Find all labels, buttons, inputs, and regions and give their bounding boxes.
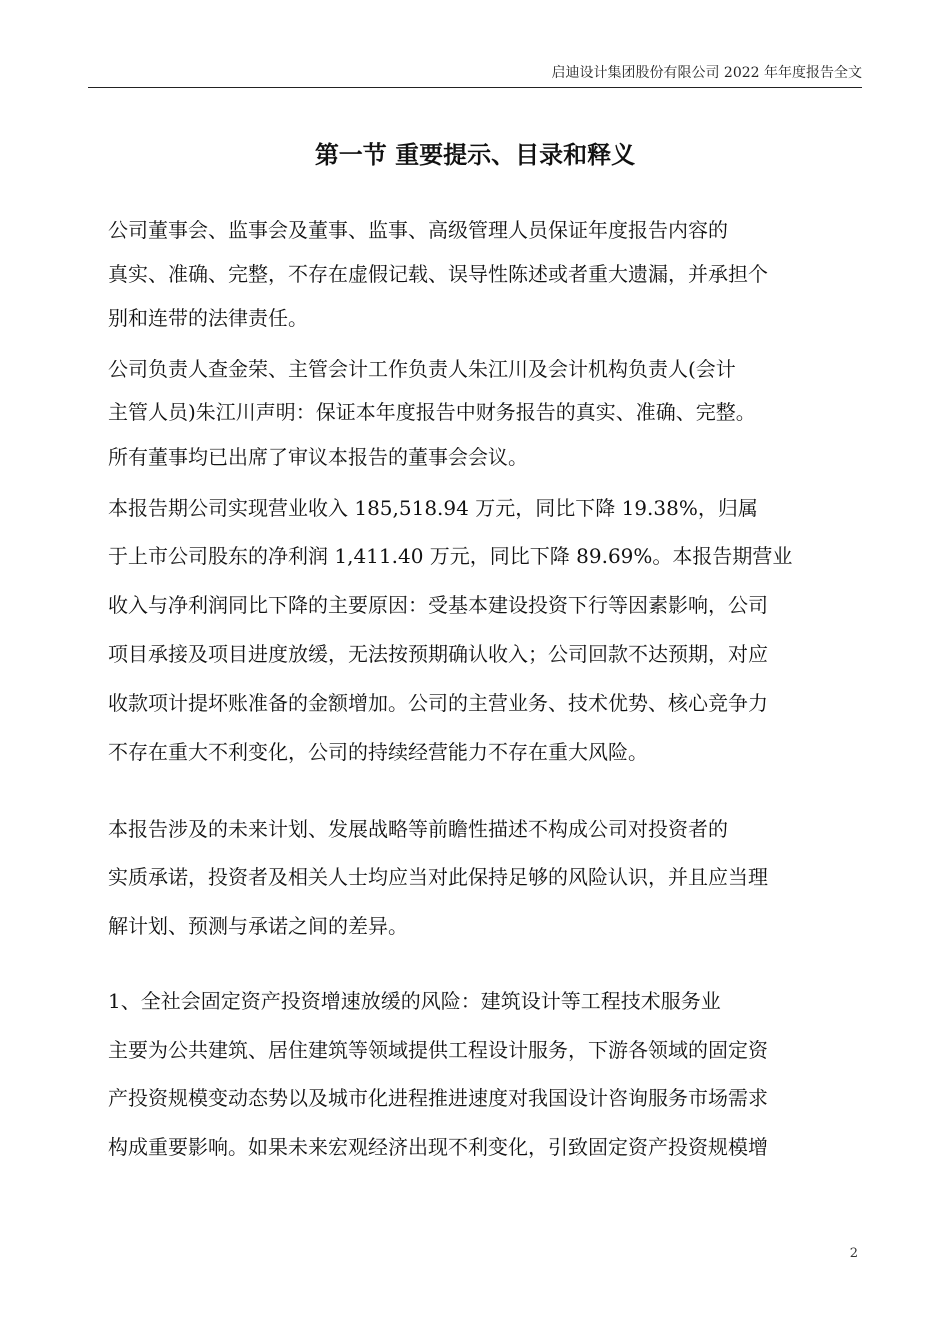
paragraph-2-line-3: 所有董事均已出席了审议本报告的董事会会议。 [108,445,528,469]
running-header: 启迪设计集团股份有限公司 2022 年年度报告全文 [551,65,862,81]
paragraph-3-line-6: 不存在重大不利变化，公司的持续经营能力不存在重大风险。 [108,740,648,764]
paragraph-4-line-1: 本报告涉及的未来计划、发展战略等前瞻性描述不构成公司对投资者的 [108,817,728,841]
paragraph-2-line-1: 公司负责人查金荣、主管会计工作负责人朱江川及会计机构负责人(会计 [108,357,736,381]
page-number: 2 [849,1246,858,1261]
paragraph-3-line-5: 收款项计提坏账准备的金额增加。公司的主营业务、技术优势、核心竞争力 [108,691,768,715]
paragraph-3-line-1: 本报告期公司实现营业收入 185,518.94 万元，同比下降 19.38%，归属 [108,496,758,520]
paragraph-2-line-2: 主管人员)朱江川声明：保证本年度报告中财务报告的真实、准确、完整。 [108,400,756,424]
paragraph-5-line-3: 产投资规模变动态势以及城市化进程推进速度对我国设计咨询服务市场需求 [108,1086,768,1110]
paragraph-4-line-3: 解计划、预测与承诺之间的差异。 [108,914,408,938]
section-title: 第一节 重要提示、目录和释义 [314,140,636,169]
paragraph-5-line-4: 构成重要影响。如果未来宏观经济出现不利变化，引致固定资产投资规模增 [108,1135,768,1159]
paragraph-3-line-3: 收入与净利润同比下降的主要原因：受基本建设投资下行等因素影响，公司 [108,593,768,617]
paragraph-1-line-2: 真实、准确、完整，不存在虚假记载、误导性陈述或者重大遗漏，并承担个 [108,262,768,286]
paragraph-1-line-3: 别和连带的法律责任。 [108,306,308,330]
paragraph-4-line-2: 实质承诺，投资者及相关人士均应当对此保持足够的风险认识，并且应当理 [108,865,768,889]
paragraph-3-line-4: 项目承接及项目进度放缓，无法按预期确认收入；公司回款不达预期，对应 [108,642,768,666]
paragraph-1-line-1: 公司董事会、监事会及董事、监事、高级管理人员保证年度报告内容的 [108,218,728,242]
paragraph-5-line-2: 主要为公共建筑、居住建筑等领域提供工程设计服务，下游各领域的固定资 [108,1038,768,1062]
header-divider [88,87,862,88]
paragraph-3-line-2: 于上市公司股东的净利润 1,411.40 万元，同比下降 89.69%。本报告期营业 [108,544,793,568]
paragraph-5-line-1: 1、全社会固定资产投资增速放缓的风险：建筑设计等工程技术服务业 [108,989,721,1013]
